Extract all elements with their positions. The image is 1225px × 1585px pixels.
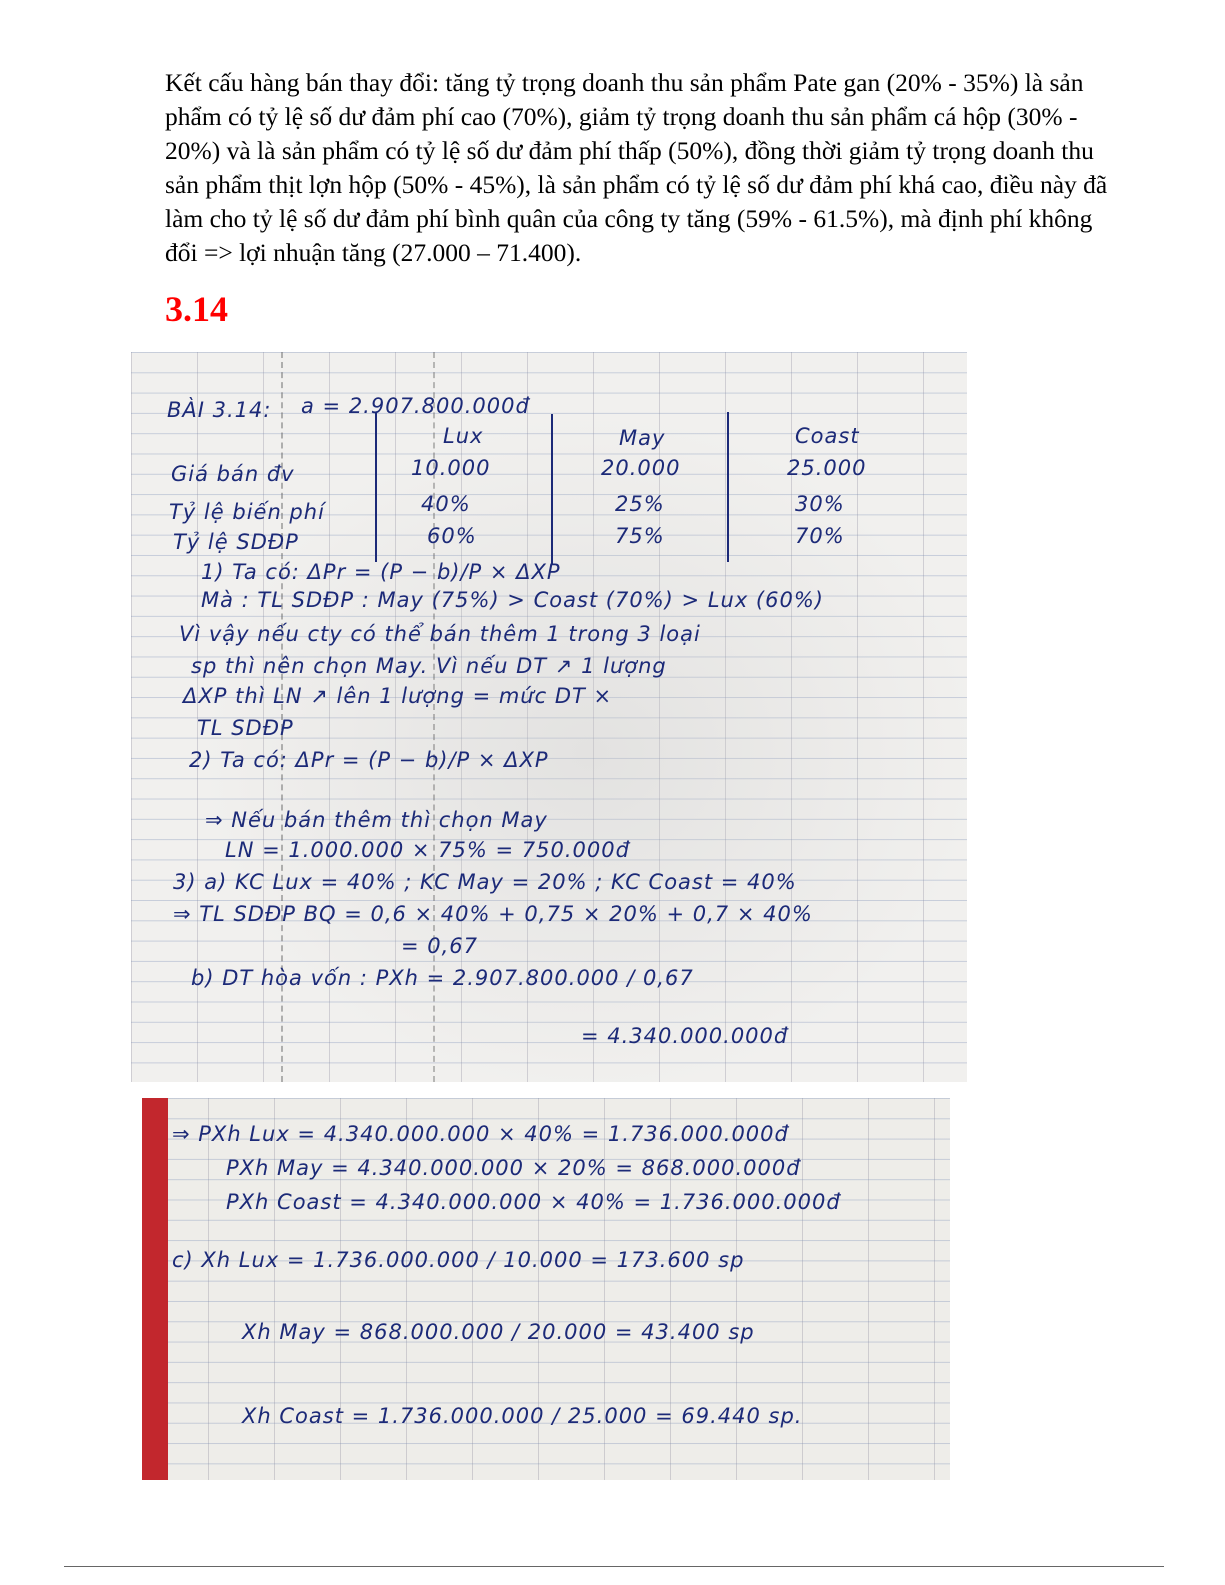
handwritten-line: PXh Coast = 4.340.000.000 × 40% = 1.736.000.000đ	[226, 1190, 841, 1214]
col-may: May	[619, 426, 666, 450]
cell: 10.000	[411, 456, 491, 480]
cell: 25%	[615, 492, 665, 516]
cell: 20.000	[601, 456, 681, 480]
step-c: c) Xh Lux = 1.736.000.000 / 10.000 = 173.600 sp	[172, 1248, 745, 1272]
step-1: 1) Ta có: ΔPr = (P − b)/P × ΔXP	[201, 560, 561, 584]
cell: 60%	[427, 524, 477, 548]
row-label: Giá bán đv	[171, 462, 295, 486]
handwritten-line: Xh May = 868.000.000 / 20.000 = 43.400 sp	[242, 1320, 755, 1344]
col-lux: Lux	[443, 424, 484, 448]
handwritten-photo-1	[131, 352, 967, 1082]
handwritten-line: = 4.340.000.000đ	[581, 1024, 789, 1048]
col-coast: Coast	[795, 424, 860, 448]
handwritten-line: ⇒ Nếu bán thêm thì chọn May	[205, 808, 548, 832]
handwritten-line: ⇒ TL SDĐP BQ = 0,6 × 40% + 0,75 × 20% + 0,7 × 40%	[173, 902, 813, 926]
handwritten-line: sp thì nên chọn May. Vì nếu DT ↗ 1 lượng	[191, 654, 667, 678]
handwritten-line: TL SDĐP	[197, 716, 294, 740]
cell: 75%	[615, 524, 665, 548]
section-title: 3.14	[165, 289, 228, 329]
step-2: 2) Ta có: ΔPr = (P − b)/P × ΔXP	[189, 748, 549, 772]
cell: 40%	[421, 492, 471, 516]
table-divider	[375, 412, 377, 562]
handwritten-line: ΔXP thì LN ↗ lên 1 lượng = mức DT ×	[183, 684, 613, 708]
row-label: Tỷ lệ biến phí	[169, 500, 325, 524]
table-divider	[551, 414, 553, 564]
handwritten-line: = 0,67	[401, 934, 479, 958]
table-divider	[727, 412, 729, 562]
handwritten-line: Vì vậy nếu cty có thể bán thêm 1 trong 3 loại	[179, 622, 701, 646]
handwritten-line: Mà : TL SDĐP : May (75%) > Coast (70%) > Lux (60%)	[201, 588, 824, 612]
handwritten-line: ⇒ PXh Lux = 4.340.000.000 × 40% = 1.736.000.000đ	[172, 1122, 789, 1146]
exercise-header: BÀI 3.14:	[167, 398, 272, 422]
body-paragraph: Kết cấu hàng bán thay đổi: tăng tỷ trọng doanh thu sản phẩm Pate gan (20% - 35%) là sản phẩm có tỷ lệ số dư đảm phí cao (70%), giảm tỷ trọng doanh thu sản phẩm cá hộp (30% - 20%) và là sản phẩm có tỷ lệ số dư đảm phí thấp (50%), đồng thời giảm tỷ trọng doanh thu sản phẩm thịt lợn hộp (50% - 45%), là sản phẩm có tỷ lệ số dư đảm phí khá cao, điều này đã làm cho tỷ lệ số dư đảm phí bình quân của công ty tăng (59% - 61.5%), mà định phí không đổi => lợi nhuận tăng (27.000 – 71.400).	[165, 68, 1108, 267]
handwritten-photo-2	[142, 1098, 950, 1480]
cell: 30%	[795, 492, 845, 516]
step-3b: b) DT hòa vốn : PXh = 2.907.800.000 / 0,67	[191, 966, 694, 990]
handwritten-line: Xh Coast = 1.736.000.000 / 25.000 = 69.440 sp.	[242, 1404, 803, 1428]
step-3a: 3) a) KC Lux = 40% ; KC May = 20% ; KC Coast = 40%	[173, 870, 797, 894]
handwritten-line: LN = 1.000.000 × 75% = 750.000đ	[225, 838, 630, 862]
page-footer-rule	[64, 1566, 1164, 1567]
a-value: a = 2.907.800.000đ	[301, 394, 530, 418]
row-label: Tỷ lệ SDĐP	[173, 530, 299, 554]
handwritten-line: PXh May = 4.340.000.000 × 20% = 868.000.000đ	[226, 1156, 801, 1180]
cell: 70%	[795, 524, 845, 548]
cell: 25.000	[787, 456, 867, 480]
